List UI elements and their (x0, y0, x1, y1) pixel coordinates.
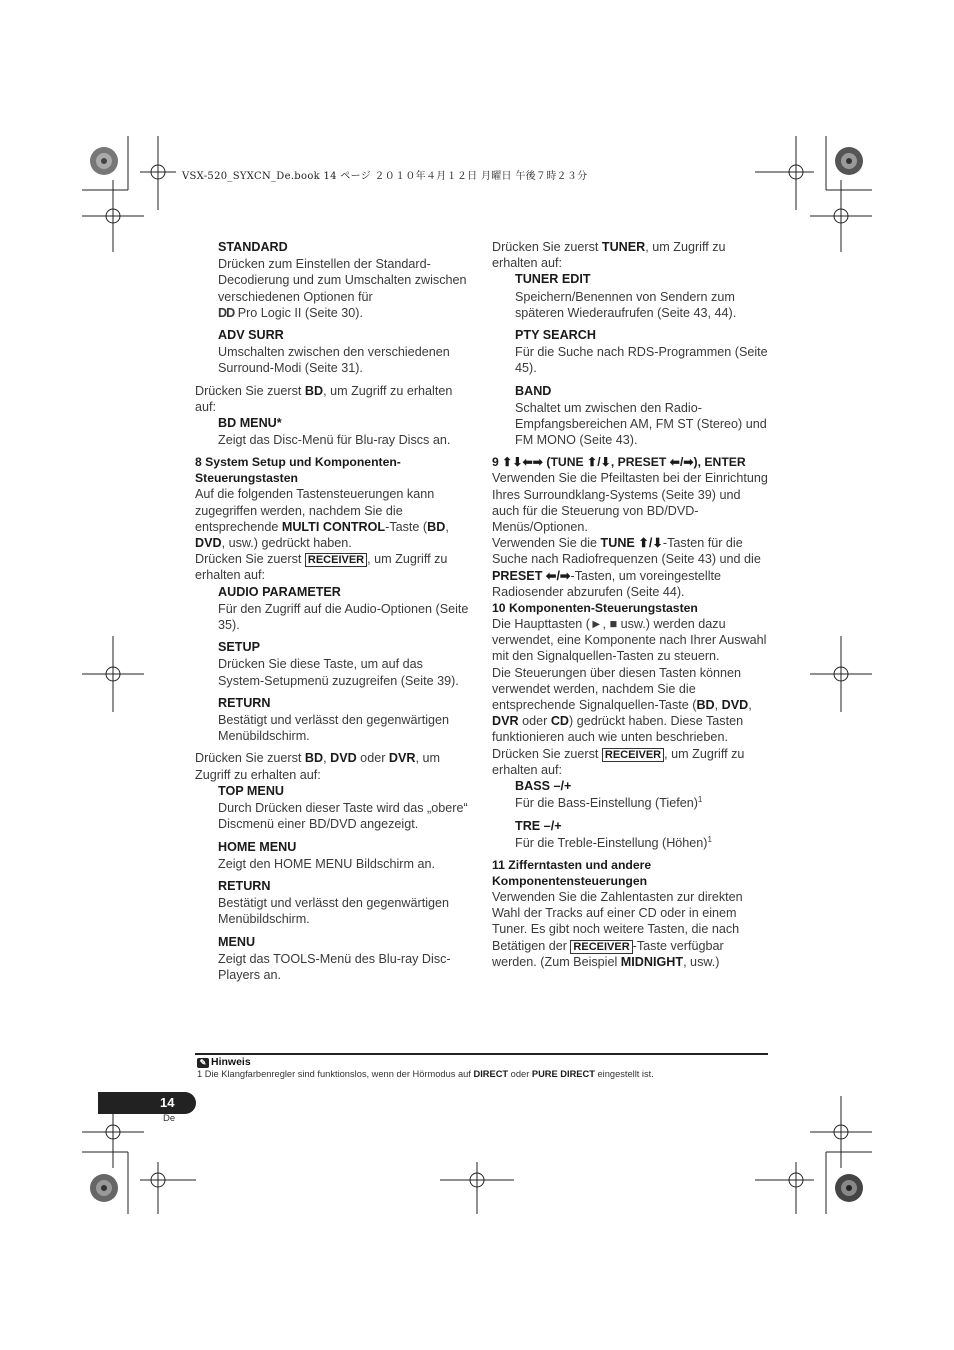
page-language: De (163, 1113, 176, 1124)
entry-top-menu (195, 783, 470, 833)
entry-tre (492, 818, 770, 851)
entry-text: Zeigt den HOME MENU Bildschirm an. (218, 856, 435, 871)
dolby-logo: DD (218, 305, 235, 320)
entry-bass (492, 778, 770, 811)
section-paragraph: Verwenden Sie die Pfeiltasten bei der Einrichtung Ihres Surroundklang-Systems (Seite 39) und auch für die Steuerung von BD/DVD-Menüs/Optionen. (492, 471, 768, 535)
receiver-key: RECEIVER (305, 553, 367, 567)
entry-text: Zeigt das Disc-Menü für Blu-ray Discs an. (218, 433, 451, 448)
page-number-tab (98, 1092, 196, 1114)
registration-target-icon (835, 1174, 863, 1202)
entry-text: Bestätigt und verlässt den gegenwärtigen Menübildschirm. (218, 896, 450, 927)
entry-text: Für die Treble-Einstellung (Höhen) (515, 835, 708, 850)
intro-paragraph: Drücken Sie zuerst BD, DVD oder DVR, um Zugriff zu erhalten auf: (195, 751, 440, 782)
entry-bd-menu (195, 415, 470, 448)
registration-target-icon (90, 147, 118, 175)
pencil-icon: ✎ (197, 1058, 209, 1068)
page-number: 14 (160, 1095, 175, 1110)
right-column (492, 239, 770, 970)
entry-title: TRE –/+ (515, 818, 562, 833)
section-paragraph: Die Haupttasten (►, ■ usw.) werden dazu verwendet, eine Komponente nach Ihrer Auswahl mit den Signalquellen-Tasten zu steuern. (492, 617, 767, 664)
section-heading: 8 System Setup und Komponenten-Steuerungstasten (195, 455, 401, 486)
print-header: VSX-520_SYXCN_De.book 14 ページ ２０１０年４月１２日 月曜日 午後７時２３分 (182, 171, 588, 182)
receiver-key: RECEIVER (602, 748, 664, 762)
entry-title: RETURN (218, 695, 271, 710)
entry-title: BASS –/+ (515, 779, 572, 794)
entry-title: PTY SEARCH (515, 328, 596, 343)
entry-title: SETUP (218, 640, 260, 655)
intro-paragraph: Drücken Sie zuerst BD, um Zugriff zu erhalten auf: (195, 383, 453, 414)
note-divider (195, 1053, 768, 1055)
entry-title: BAND (515, 383, 552, 398)
section-paragraph: Die Steuerungen über diesen Tasten können verwendet werden, nachdem Sie die entsprechende Signalquellen-Taste (BD, DVD, DVR oder CD) gedrückt haben. Diese Tasten funktionieren auch wie unten beschrieben. (492, 665, 752, 745)
entry-title: TOP MENU (218, 783, 285, 798)
intro-paragraph: Drücken Sie zuerst TUNER, um Zugriff zu erhalten auf: (492, 240, 726, 271)
entry-text: Durch Drücken dieser Taste wird das „obere“ Discmenü einer BD/DVD angezeigt. (218, 801, 468, 832)
entry-title: ADV SURR (218, 328, 284, 343)
registration-target-icon (90, 1174, 118, 1202)
entry-pty-search (492, 327, 770, 377)
section-paragraph: Verwenden Sie die TUNE ⬆/⬇-Tasten für die Suche nach Radiofrequenzen (Seite 43) und die PRESET ⬅/➡-Tasten, um voreingestellte Radiosender abzurufen (Seite 44). (492, 536, 761, 599)
entry-setup (195, 639, 470, 689)
intro-paragraph: Drücken Sie zuerst RECEIVER , um Zugriff zu erhalten auf: (195, 552, 448, 583)
footnote-ref: 1 (707, 834, 712, 844)
entry-return (195, 695, 470, 745)
entry-title: STANDARD (218, 240, 288, 254)
entry-title: MENU (218, 934, 256, 949)
footnote: 1 Die Klangfarbenregler sind funktionslos, wenn der Hörmodus auf DIRECT oder PURE DIRECT eingestellt ist. (197, 1069, 654, 1079)
entry-text: Speichern/Benennen von Sendern zum späteren Wiederaufrufen (Seite 43, 44). (515, 289, 737, 320)
section-heading: 9 ⬆⬇⬅➡ (TUNE ⬆/⬇, PRESET ⬅/➡), ENTER (492, 455, 746, 470)
entry-text: Zeigt das TOOLS-Menü des Blu-ray Disc-Players an. (218, 951, 451, 982)
entry-title: HOME MENU (218, 839, 297, 854)
entry-title: BD MENU* (218, 416, 282, 431)
footnote-ref: 1 (697, 795, 703, 805)
entry-text: Für die Bass-Einstellung (Tiefen) (515, 796, 698, 811)
entry-text: Für den Zugriff auf die Audio-Optionen (Seite 35). (218, 601, 469, 633)
entry-title: RETURN (218, 878, 271, 893)
entry-home-menu (195, 839, 470, 872)
section-heading: 11 Zifferntasten und andere Komponentensteuerungen (492, 857, 652, 888)
registration-target-icon (835, 147, 863, 175)
entry-text: Drücken Sie diese Taste, um auf das System-Setupmenü zuzugreifen (Seite 39). (218, 657, 459, 688)
entry-text: Pro Logic II (Seite 30). (234, 305, 364, 320)
entry-standard (195, 239, 470, 321)
entry-text: Für die Suche nach RDS-Programmen (Seite 45). (515, 345, 768, 376)
entry-text: Bestätigt und verlässt den gegenwärtigen Menübildschirm. (218, 713, 450, 744)
entry-text: Drücken zum Einstellen der Standard-Decodierung und zum Umschalten zwischen verschiedenen Optionen für (218, 257, 467, 304)
left-column (195, 239, 470, 989)
entry-text: Schaltet um zwischen den Radio-Empfangsbereichen AM, FM ST (Stereo) und FM MONO (Seite 43). (515, 400, 767, 448)
section-paragraph: Verwenden Sie die Zahlentasten zur direkten Wahl der Tracks auf einer CD oder in einem Tuner. Es gibt noch weitere Tasten, die nach Betätigen der RECEIVER -Taste verfügbar werden. (Zum Beispiel MIDNIGHT, usw.) (492, 889, 743, 969)
entry-title: TUNER EDIT (515, 272, 591, 287)
entry-audio-parameter (195, 584, 470, 634)
entry-title: AUDIO PARAMETER (218, 584, 341, 599)
entry-band (492, 383, 770, 449)
entry-menu (195, 934, 470, 984)
receiver-key: RECEIVER (570, 940, 632, 954)
section-heading: 10 Komponenten-Steuerungstasten (492, 601, 698, 616)
entry-return (195, 878, 470, 928)
entry-text: Umschalten zwischen den verschiedenen Surround-Modi (Seite 31). (218, 345, 450, 376)
entry-adv-surr (195, 327, 470, 377)
entry-tuner-edit (492, 271, 770, 321)
note-heading: ✎ Hinweis (197, 1056, 251, 1068)
section-paragraph: Auf die folgenden Tastensteuerungen kann zugegriffen werden, nachdem Sie die entsprechende MULTI CONTROL-Taste (BD, DVD, usw.) gedrückt haben. (195, 487, 449, 551)
intro-paragraph: Drücken Sie zuerst RECEIVER , um Zugriff zu erhalten auf: (492, 746, 745, 777)
